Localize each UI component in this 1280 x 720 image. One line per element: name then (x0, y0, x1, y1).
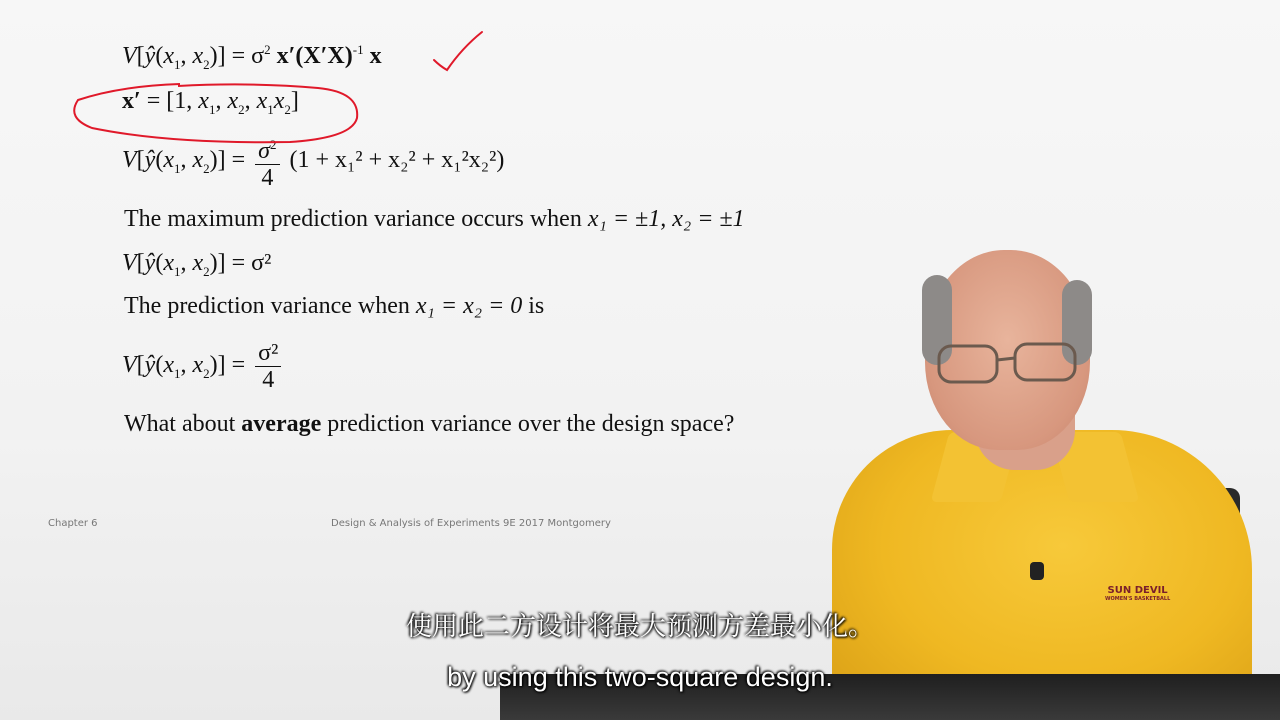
glasses-icon (935, 340, 1080, 388)
variance-formula-general: $V[ŷ(x_1$, $x_2)] = \sigma^2$ $x'(X'X)^{-1}$ x (122, 42, 382, 72)
center-variance-sentence: The prediction variance when x₁ = x₂ = 0 is (124, 293, 545, 319)
variance-at-center: $V[ŷ(x_1$, $x_2$)] = $\frac{\text{σ²}}{4}$ (122, 340, 285, 393)
max-variance-sentence: The maximum prediction variance occurs when x₁ = ±1, x₂ = ±1 (124, 206, 745, 232)
variance-at-corners: $V[ŷ(x_1$, $x_2)] = \sigma^2$ (122, 250, 272, 279)
checkmark-annotation (434, 32, 482, 70)
lapel-microphone-icon (1030, 562, 1044, 580)
fraction: $\frac{\text{σ²}}{4}$ (255, 340, 281, 393)
subtitle-english: by using this two-square design. (447, 662, 833, 692)
footer-chapter: Chapter 6 (48, 518, 98, 529)
shirt-logo: SUN DEVIL WOMEN'S BASKETBALL (1105, 585, 1171, 602)
footer-book-title: Design & Analysis of Experiments 9E 2017 Montgomery (331, 518, 611, 529)
circle-annotation (74, 84, 357, 142)
subtitle-chinese: 使用此二方设计将最大预测方差最小化。 (405, 612, 874, 642)
x-vector-definition: x′ = [1, $x_1$, $x_2$, $x_1x_2$] (122, 88, 299, 117)
average-variance-question: What about average prediction variance over the design space? (124, 411, 735, 437)
fraction: $\frac{\sigma^2}{4}$ (255, 132, 279, 191)
variance-formula-expanded: $V[ŷ(x_1$, $x_2$)] = $\frac{\sigma^2}{4}$ (1 + x₁² + x₂² + x₁²x₂²) (122, 132, 504, 191)
